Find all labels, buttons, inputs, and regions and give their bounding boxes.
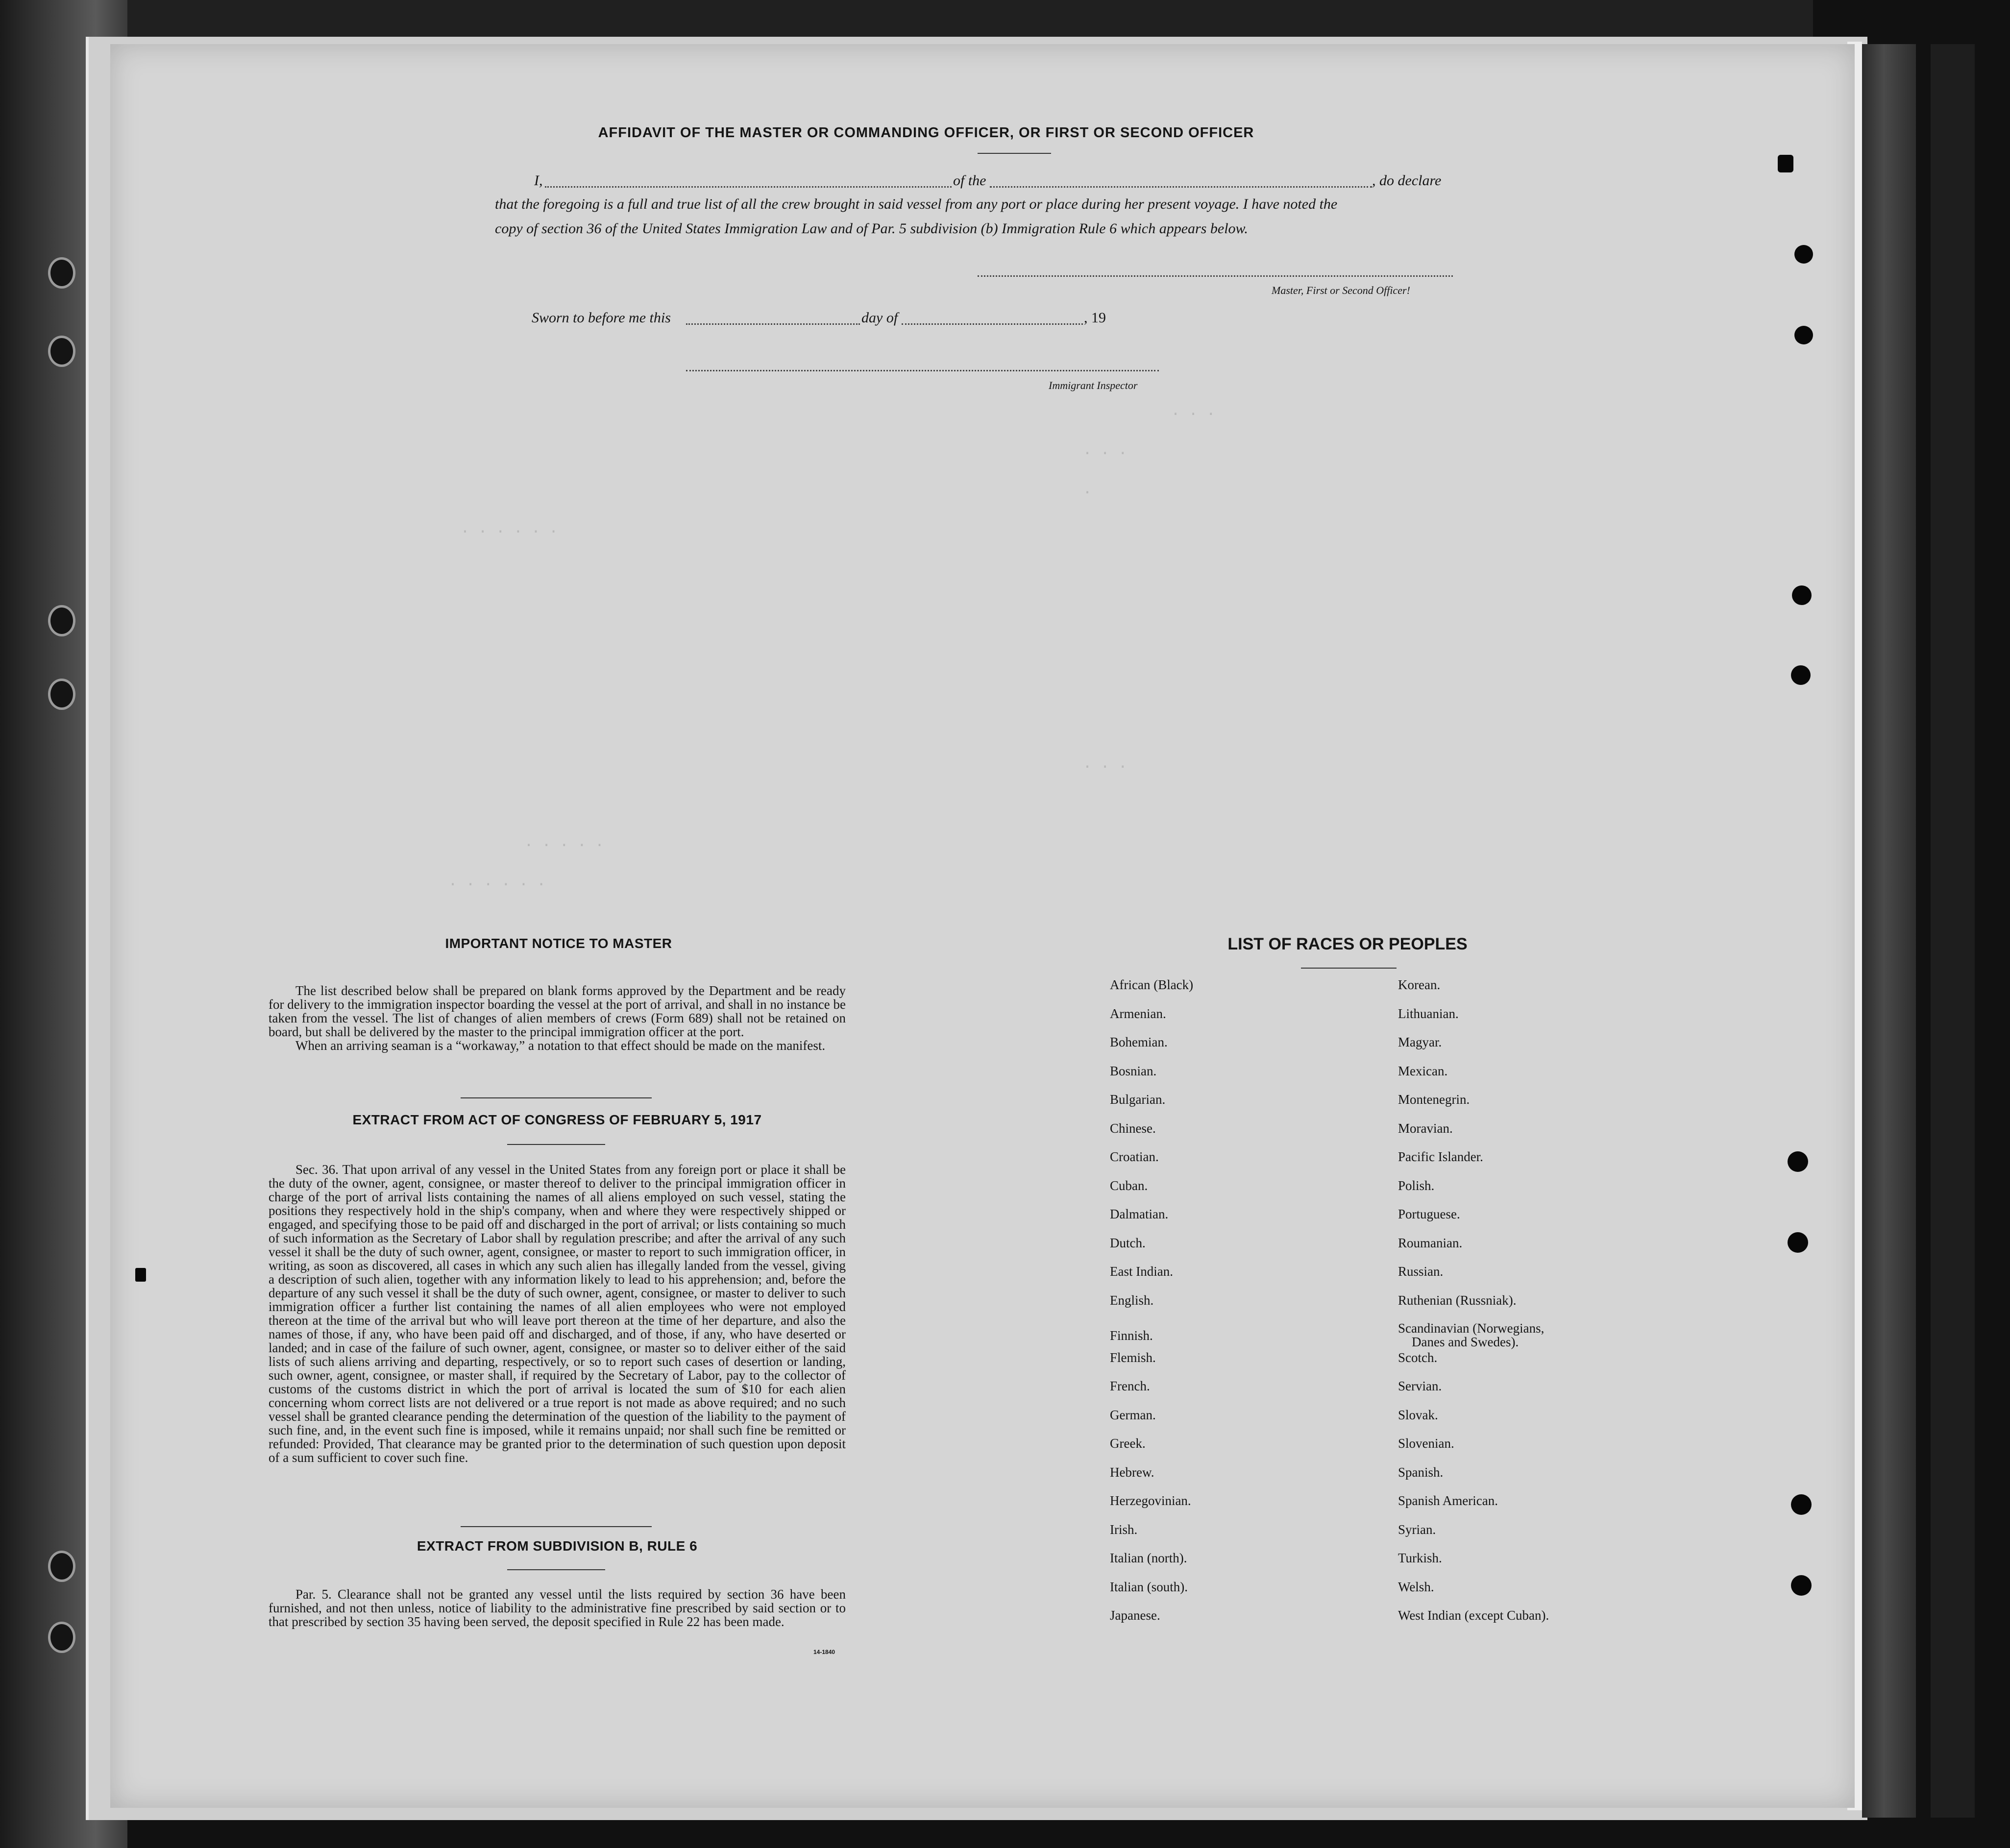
form-number: 14-1840: [813, 1649, 835, 1655]
race-item: Dalmatian.: [1110, 1207, 1169, 1221]
extract-rule-title: EXTRACT FROM SUBDIVISION B, RULE 6: [417, 1538, 698, 1554]
name-blank[interactable]: [545, 186, 952, 188]
sworn-text: Sworn to before me this: [532, 310, 671, 326]
binder-hole: [48, 605, 75, 636]
race-item: Flemish.: [1110, 1350, 1156, 1365]
bleed-through: . . .: [1171, 402, 1216, 419]
section-rule: [1301, 968, 1397, 969]
race-item: Herzegovinian.: [1110, 1493, 1191, 1508]
race-item: African (Black): [1110, 977, 1194, 992]
race-item: Roumanian.: [1398, 1235, 1463, 1250]
race-item-scandinavian: [1398, 1321, 1549, 1350]
race-item: Scotch.: [1398, 1350, 1438, 1365]
race-item: Polish.: [1398, 1178, 1435, 1193]
scan-top-band: [127, 0, 1813, 37]
race-item: Greek.: [1110, 1436, 1146, 1451]
section-rule: [507, 1144, 605, 1145]
notice-title: IMPORTANT NOTICE TO MASTER: [445, 936, 672, 951]
extract-act-title: EXTRACT FROM ACT OF CONGRESS OF FEBRUARY 5, 1917: [352, 1112, 762, 1127]
binder-hole: [1791, 1575, 1812, 1596]
affidavit-line-3: copy of section 36 of the United States Immigration Law and of Par. 5 subdivision (b) Immigration Rule 6 which appears below.: [495, 220, 1248, 237]
bleed-through: . . . . .: [524, 833, 604, 850]
bleed-through: . . . . . .: [461, 519, 558, 536]
race-item: Moravian.: [1398, 1120, 1453, 1136]
race-item-scandinavian-line2: Danes and Swedes).: [1412, 1335, 1519, 1349]
binder-hole: [1788, 1151, 1808, 1172]
section-rule: [461, 1526, 652, 1527]
race-item: French.: [1110, 1379, 1150, 1393]
inspector-label: Immigrant Inspector: [1049, 379, 1138, 391]
bleed-through: .: [1083, 480, 1092, 497]
race-item: Welsh.: [1398, 1579, 1434, 1594]
bleed-through: . . . . . .: [448, 872, 546, 889]
race-item: Dutch.: [1110, 1235, 1146, 1250]
race-item: German.: [1110, 1407, 1156, 1422]
race-item: Hebrew.: [1110, 1464, 1154, 1480]
race-item: Servian.: [1398, 1379, 1442, 1393]
race-item: Cuban.: [1110, 1178, 1148, 1193]
title-rule: [978, 153, 1051, 154]
bleed-through: . . .: [1083, 754, 1128, 772]
section-rule: [461, 1097, 652, 1098]
affidavit-of-the: of the: [953, 172, 986, 189]
section-rule: [507, 1569, 605, 1570]
race-item: Korean.: [1398, 977, 1441, 992]
race-item: Spanish American.: [1398, 1493, 1498, 1508]
inspector-signature-line[interactable]: [686, 370, 1159, 371]
extract-act-body: [269, 1163, 846, 1464]
race-item: English.: [1110, 1292, 1154, 1308]
race-item: Italian (south).: [1110, 1579, 1188, 1594]
extract-rule-body: [269, 1587, 846, 1629]
binder-hole: [1794, 326, 1813, 344]
binder-hole: [1792, 585, 1812, 605]
race-item: Bohemian.: [1110, 1035, 1168, 1049]
punch-mark: [135, 1268, 146, 1282]
race-item: Slovak.: [1398, 1407, 1438, 1422]
race-item: Turkish.: [1398, 1551, 1442, 1565]
race-item: Slovenian.: [1398, 1436, 1454, 1451]
affidavit-i: I,: [534, 172, 543, 189]
right-binder-edge-outer: [1931, 44, 1975, 1818]
race-item: Italian (north).: [1110, 1551, 1187, 1565]
binder-hole: [1791, 1494, 1812, 1515]
binder-hole: [48, 679, 75, 710]
vessel-blank[interactable]: [990, 186, 1372, 188]
binder-hole: [1778, 155, 1793, 172]
binder-hole: [48, 1551, 75, 1582]
race-item: Croatian.: [1110, 1149, 1159, 1164]
races-right-column: [1398, 977, 1549, 1637]
race-item: Mexican.: [1398, 1063, 1448, 1078]
sworn-day-of: day of: [861, 310, 898, 326]
race-item: Montenegrin.: [1398, 1092, 1470, 1107]
race-item: Irish.: [1110, 1522, 1138, 1537]
section-36-text: Sec. 36. That upon arrival of any vessel in the United States from any foreign port or place it shall be the duty of the owner, agent, consignee, or master thereof to deliver to the principal immigration officer in charge of the port of arrival lists containing the names of all aliens employed on such vessel, stating the positions they respectively hold in the ship's company, when and where they were respectively shipped or engaged, and specifying those to be paid off and discharged in the port of arrival; or lists containing so much of such information as the Secretary of Labor shall by regulation prescribe; and after the arrival of any such vessel it shall be the duty of such owner, agent, consignee, or master to report to such immigration officer, in writing, as soon as discovered, all cases in which any such alien has illegally landed from the vessel, giving a description of such alien, together with any information likely to lead to his apprehension; and, before the departure of any such vessel it shall be the duty of such owner, agent, consignee, or master to deliver to such immigration officer a further list containing the names of all alien employees who were not employed thereon at the time of the arrival but who will leave port thereon at the time of her departure, and also the names of those, if any, who have been paid off and discharged, and of those, if any, who have deserted or landed; and in case of the failure of such owner, agent, consignee, or master so to deliver either of the said lists of such aliens arriving and departing, respectively, or so to report such cases of desertion or landing, such owner, agent, consignee, or master shall, if required by the Secretary of Labor, pay to the collector of customs of the customs district in which the port of arrival is located the sum of $10 for each alien concerning whom correct lists are not delivered or a true report is not made as above required; and no such vessel shall be granted clearance pending the determination of the question of the liability to the payment of such fine, and, in the event such fine is imposed, while it remains unpaid; nor shall such fine be remitted or refunded: Provided, That clearance may be granted prior to the determination of such question upon deposit of a sum sufficient to cover such fine.: [269, 1162, 846, 1465]
right-binder-edge: [1862, 44, 1916, 1818]
binder-hole: [48, 336, 75, 367]
races-left-column: [1110, 977, 1193, 1637]
race-item-scandinavian-line1: Scandinavian (Norwegians,: [1398, 1321, 1544, 1336]
race-item: Armenian.: [1110, 1006, 1166, 1021]
binder-hole: [1791, 665, 1811, 685]
race-item: Syrian.: [1398, 1522, 1436, 1537]
race-item: Bulgarian.: [1110, 1092, 1166, 1107]
binder-hole: [48, 1622, 75, 1653]
race-item: Magyar.: [1398, 1035, 1442, 1049]
affidavit-line-2: that the foregoing is a full and true list of all the crew brought in said vessel from any port or place during her present voyage. I have noted the: [495, 196, 1338, 212]
sworn-month-blank[interactable]: [902, 323, 1083, 325]
race-item: Lithuanian.: [1398, 1006, 1459, 1021]
affidavit-title: AFFIDAVIT OF THE MASTER OR COMMANDING OFFICER, OR FIRST OR SECOND OFFICER: [598, 125, 1254, 141]
race-item: Portuguese.: [1398, 1207, 1460, 1221]
binder-hole: [1794, 245, 1813, 264]
race-item: East Indian.: [1110, 1264, 1173, 1279]
race-item: Ruthenian (Russniak).: [1398, 1292, 1517, 1308]
binder-hole: [48, 257, 75, 289]
notice-paragraph-1: The list described below shall be prepared on blank forms approved by the Department and be ready for delivery to the immigration inspector boarding the vessel at the port of arrival, and shall in no instance be taken from the vessel. The list of changes of alien members of crews (Form 689) shall not be retained on board, but shall be delivered by the master to the principal immigration officer at the port.: [269, 983, 846, 1039]
affidavit-declare: , do declare: [1372, 172, 1442, 189]
notice-body: [269, 984, 846, 1052]
race-item: Russian.: [1398, 1264, 1444, 1279]
race-item: Chinese.: [1110, 1120, 1156, 1136]
race-item: Bosnian.: [1110, 1063, 1157, 1078]
binder-hole: [1788, 1232, 1808, 1253]
master-signature-line[interactable]: [978, 275, 1453, 277]
sworn-date-blank[interactable]: [686, 323, 860, 325]
race-item: Pacific Islander.: [1398, 1149, 1483, 1164]
bleed-through: . . .: [1083, 441, 1128, 458]
race-item: West Indian (except Cuban).: [1398, 1608, 1549, 1623]
races-title: LIST OF RACES OR PEOPLES: [1227, 935, 1468, 953]
race-item: Spanish.: [1398, 1464, 1444, 1480]
master-signature-label: Master, First or Second Officer!: [1272, 284, 1410, 296]
race-item: Japanese.: [1110, 1608, 1160, 1623]
par-5-text: Par. 5. Clearance shall not be granted any vessel until the lists required by section 36 have been furnished, and not then unless, notice of liability to the administrative fine prescribed by said section or to that prescribed by section 35 having been served, the deposit specified in Rule 22 has been made.: [269, 1587, 846, 1629]
race-item: Finnish.: [1110, 1328, 1153, 1343]
notice-paragraph-2: When an arriving seaman is a “workaway,” a notation to that effect should be made on the manifest.: [295, 1038, 826, 1053]
sworn-year: , 19: [1084, 310, 1106, 326]
